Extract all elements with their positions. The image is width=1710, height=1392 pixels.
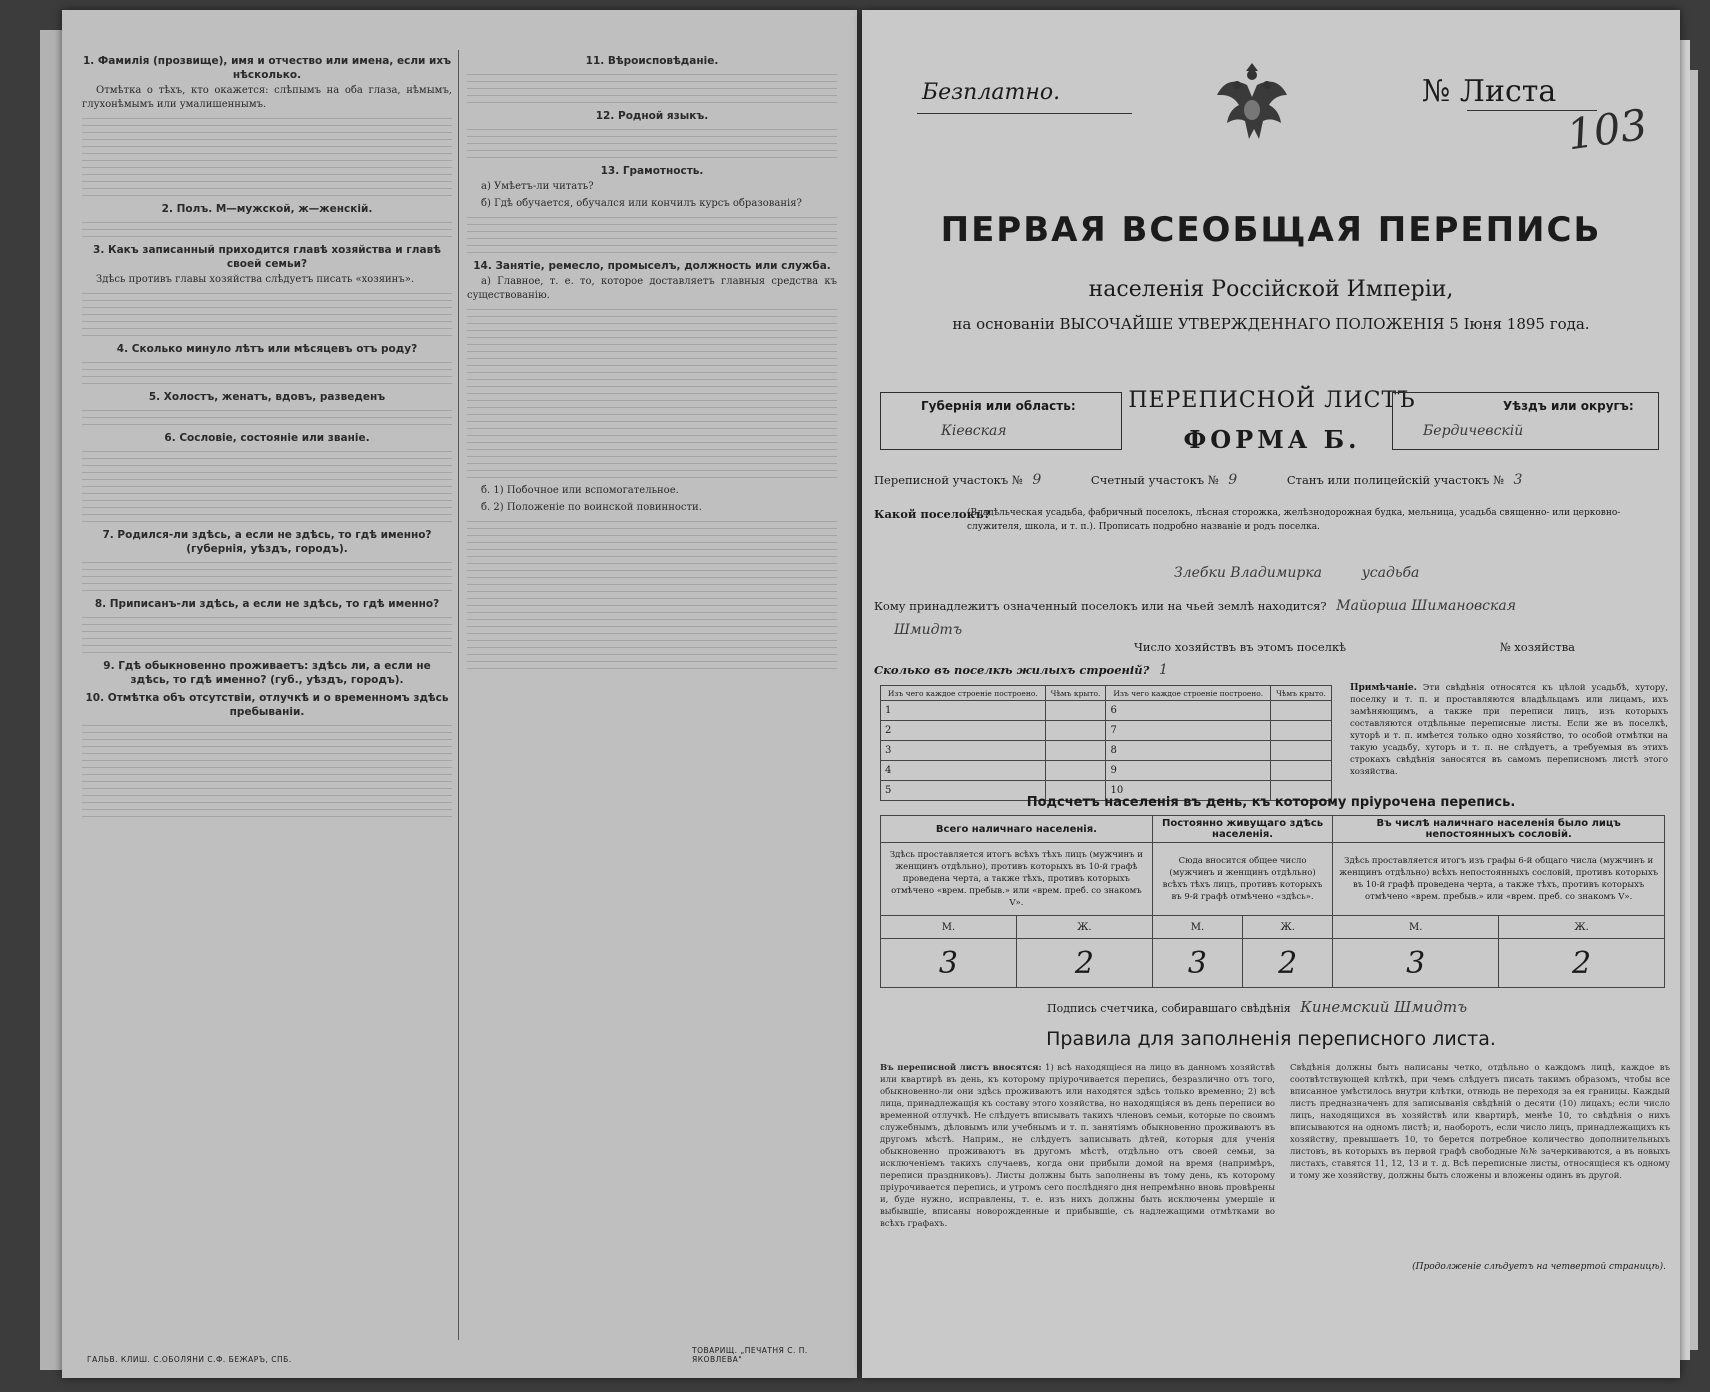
pop-count-value: 3	[1152, 939, 1242, 988]
table-row	[881, 701, 1332, 721]
sex-label: М.	[1333, 916, 1499, 939]
district-value: 9	[1032, 472, 1042, 488]
sex-label: Ж.	[1499, 916, 1665, 939]
section-5	[82, 390, 452, 425]
section-heading: 7. Родился-ли здѣсь, а если не здѣсь, то гдѣ именно? (губернія, уѣздъ, городъ).	[102, 529, 432, 555]
section-heading: 10. Отмѣтка объ отсутствіи, отлучкѣ и о временномъ здѣсь пребываніи.	[85, 692, 449, 718]
owner-value-2: Шмидтъ	[894, 622, 963, 638]
table-row	[881, 741, 1332, 761]
section-paragraph: б. 2) Положеніе по воинской повинности.	[481, 502, 702, 513]
table-row	[881, 916, 1665, 939]
section-4	[82, 342, 452, 384]
faded-text-block	[82, 451, 452, 522]
province-label: Губернія или область:	[921, 399, 1076, 413]
section-paragraph: а) Умѣетъ-ли читать?	[481, 181, 594, 192]
enumerator-signature: Кинемский Шмидтъ	[1300, 998, 1468, 1016]
free-label: Безплатно.	[922, 80, 1061, 105]
instructions-column-2	[467, 50, 837, 675]
faded-text-block	[82, 725, 452, 817]
settlement-value-2: усадьба	[1361, 565, 1420, 581]
section-1	[82, 54, 452, 196]
pop-count-value: 3	[1333, 939, 1499, 988]
sex-label: М.	[1152, 916, 1242, 939]
section-7	[82, 528, 452, 591]
faded-text-block	[82, 362, 452, 384]
pop-header: Въ числѣ наличнаго населенія было лицъ непостоянныхъ сословій.	[1333, 816, 1665, 843]
row-number: 8	[1106, 741, 1271, 761]
printer-footer: ТОВАРИЩ. „ПЕЧАТНЯ С. П. ЯКОВЛЕВА"	[692, 1346, 808, 1364]
continued-note: (Продолженіе слѣдуетъ на четвертой страницѣ).	[1412, 1262, 1666, 1272]
sheet-number-label: № Листа	[1422, 74, 1557, 109]
section-heading: 12. Родной языкъ.	[595, 110, 709, 122]
province-value: Кіевская	[941, 423, 1007, 439]
rules-column-left	[880, 1062, 1275, 1230]
sex-label: Ж.	[1243, 916, 1333, 939]
pop-count-value: 2	[1499, 939, 1665, 988]
section-heading: 13. Грамотность.	[600, 165, 704, 177]
owner-label: Кому принадлежитъ означенный поселокъ или на чьей землѣ находится?	[874, 599, 1327, 613]
pop-description: Здѣсь проставляется итогъ всѣхъ тѣхъ лицъ (мужчинъ и женщинъ отдѣльно), противъ которыхъ въ 10-й графѣ проведена черта, а также тѣхъ, противъ которыхъ отмѣчено «врем. пребыв.» или «врем. преб. со знакомъ V».	[881, 843, 1153, 916]
faded-text-block	[467, 74, 837, 103]
sex-label: М.	[881, 916, 1017, 939]
section-2	[82, 202, 452, 237]
double-headed-eagle-icon	[1207, 55, 1297, 155]
section-heading: 14. Занятіе, ремесло, промыселъ, должность или служба.	[473, 260, 831, 272]
precinct-label: Станъ или полицейскій участокъ №	[1286, 473, 1504, 487]
settlement-hint: (Владѣльческая усадьба, фабричный поселокъ, лѣсная сторожка, желѣзнодорожная будка, мельница, усадьба священно- или церковно-служителя, школа, и т. п.). Прописать подробно названіе и родъ поселка.	[967, 508, 1621, 532]
owner-line	[874, 598, 1669, 614]
row-number: 10	[1106, 781, 1271, 801]
section-paragraph: б. 1) Побочное или вспомогательное.	[481, 485, 679, 496]
faded-text-block	[82, 617, 452, 653]
section-9	[82, 659, 452, 817]
note-heading: Примѣчаніе.	[1350, 683, 1417, 693]
district-label: Переписной участокъ №	[874, 473, 1023, 487]
instructions-column-1	[82, 50, 452, 823]
section-paragraph: Здѣсь противъ главы хозяйства слѣдуетъ писать «хозяинъ».	[96, 274, 415, 285]
note-text: Эти свѣдѣнія относятся къ цѣлой усадьбѣ, хутору, поселку и т. п. и проставляются владѣльцамъ или лицамъ, ихъ замѣняющимъ, а также при переписи лицъ, изъ которыхъ составляются отдѣльные переписные листы. Если же въ поселкѣ, хуторѣ и т. п. имѣется только одно хозяйство, то особой отмѣтки на такую усадьбу, хуторъ и т. п. не слѣдуетъ, а требуемыя въ этихъ строкахъ свѣдѣнія заносятся въ самомъ переписномъ листѣ этого хозяйства.	[1350, 683, 1668, 777]
faded-text-block	[82, 562, 452, 591]
paper-stack-edge	[1690, 70, 1698, 1350]
section-paragraph: б) Гдѣ обучается, обучался или кончилъ курсъ образованія?	[481, 198, 802, 209]
dwellings-header: Изъ чего каждое строеніе построено.	[881, 686, 1046, 701]
population-count-table	[880, 815, 1665, 988]
section-13	[467, 164, 837, 253]
dwellings-value: 1	[1159, 662, 1168, 678]
count-district-label: Счетный участокъ №	[1090, 473, 1219, 487]
population-count-title: Подсчетъ населенія въ день, къ которому пріурочена перепись.	[1026, 795, 1516, 810]
section-heading: 8. Приписанъ-ли здѣсь, а если не здѣсь, то гдѣ именно?	[94, 598, 440, 610]
dwellings-header: Чѣмъ крыто.	[1271, 686, 1332, 701]
section-heading: 3. Какъ записанный приходится главѣ хозяйства и главѣ своей семьи?	[93, 244, 441, 270]
row-number: 9	[1106, 761, 1271, 781]
rules-text: Свѣдѣнія должны быть написаны четко, отдѣльно о каждомъ лицѣ, каждое въ соотвѣтствующей клѣткѣ, при чемъ слѣдуетъ писать такимъ образомъ, чтобы все вписанное умѣстилось внутри клѣтки, отнюдь не переходя за ея границы. Каждый листъ предназначенъ для записыванія свѣдѣній о десяти (10) лицахъ; если число лицъ, находящихся въ хозяйствѣ или квартирѣ, менѣе 10, то свѣдѣнія о нихъ вписываются на одномъ листѣ; и, наоборотъ, если число лицъ, принадлежащихъ къ хозяйству, превышаетъ 10, то берется потребное количество дополнительныхъ листовъ, въ которыхъ въ первой графѣ свободные №№ зачеркиваются, а въ новыхъ листахъ, ставятся 11, 12, 13 и т. д. Всѣ переписные листы, относящіеся къ одному и тому же хозяйству, должны быть сложены и вложены одинъ въ другой.	[1290, 1063, 1670, 1181]
dwellings-label: Сколько въ поселкѣ жилыхъ строеній?	[874, 663, 1150, 677]
rules-column-right	[1290, 1062, 1670, 1182]
section-heading: 2. Полъ. М—мужской, ж—женскій.	[161, 203, 373, 215]
faded-text-block	[82, 222, 452, 237]
section-heading: 5. Холостъ, женатъ, вдовъ, разведенъ	[148, 391, 386, 403]
households-label: Число хозяйствъ въ этомъ поселкѣ	[1134, 640, 1347, 654]
table-header-row	[881, 686, 1332, 701]
district-line	[874, 472, 1669, 488]
section-heading: 1. Фамилія (прозвище), имя и отчество или имена, если ихъ нѣсколько.	[82, 55, 452, 81]
section-paragraph: а) Главное, т. е. то, которое доставляетъ главныя средства къ существованію.	[467, 276, 837, 301]
section-6	[82, 431, 452, 522]
dwellings-header: Изъ чего каждое строеніе построено.	[1106, 686, 1271, 701]
table-row	[881, 843, 1665, 916]
census-subtitle: населенія Россійской Имперіи,	[1088, 277, 1454, 302]
left-page	[62, 10, 857, 1378]
enumerator-signature-line	[1047, 998, 1467, 1016]
dwellings-line	[874, 662, 1669, 678]
households-line	[874, 640, 1669, 654]
right-page	[862, 10, 1680, 1378]
census-title: ПЕРВАЯ ВСЕОБЩАЯ ПЕРЕПИСЬ	[940, 210, 1602, 250]
table-row	[881, 721, 1332, 741]
settlement-value-line	[874, 565, 1669, 581]
enumerator-label: Подпись счетчика, собиравшаго свѣдѣнія	[1047, 1002, 1291, 1015]
form-title: ПЕРЕПИСНОЙ ЛИСТЪ	[1128, 388, 1416, 413]
pop-header: Всего наличнаго населенія.	[881, 816, 1153, 843]
section-heading: 4. Сколько минуло лѣтъ или мѣсяцевъ отъ роду?	[116, 343, 418, 355]
handwritten-sheet-number: 103	[1563, 99, 1651, 160]
pop-count-value: 3	[881, 939, 1017, 988]
faded-text-block	[467, 521, 837, 669]
faded-text-block	[82, 410, 452, 425]
uezd-value: Бердичевскій	[1423, 423, 1524, 439]
pop-description: Здѣсь проставляется итогъ изъ графы 6-й общаго числа (мужчинъ и женщинъ отдѣльно) всѣхъ непостоянныхъ сословій, противъ которыхъ въ 10-й графѣ проведена черта, а также тѣхъ, противъ которыхъ отмѣчено «врем. пребыв.» или «врем. преб. со знакомъ V».	[1333, 843, 1665, 916]
table-header-row	[881, 816, 1665, 843]
row-number: 3	[881, 741, 1046, 761]
section-paragraph: Отмѣтка о тѣхъ, кто окажется: слѣпымъ на оба глаза, нѣмымъ, глухонѣмымъ или умалишеннымъ.	[82, 85, 452, 110]
pop-count-value: 2	[1243, 939, 1333, 988]
owner-value: Майорша Шимановская	[1336, 598, 1516, 614]
section-11	[467, 54, 837, 103]
faded-text-block	[467, 217, 837, 253]
form-b-title: ФОРМА Б.	[1183, 425, 1361, 454]
dwellings-header: Чѣмъ крыто.	[1045, 686, 1106, 701]
sex-label: Ж.	[1016, 916, 1152, 939]
section-heading: 9. Гдѣ обыкновенно проживаетъ: здѣсь ли, а если не здѣсь, то гдѣ именно? (губ., уѣздъ, городъ).	[103, 660, 431, 686]
uezd-box	[1392, 392, 1659, 450]
table-row	[881, 761, 1332, 781]
pop-count-value: 2	[1016, 939, 1152, 988]
owner-line-2	[874, 622, 1669, 638]
pop-description: Сюда вносится общее число (мужчинъ и женщинъ отдѣльно) всѣхъ тѣхъ лицъ, противъ которыхъ въ 9-й графѣ отмѣчено «здѣсь».	[1152, 843, 1333, 916]
pop-header: Постоянно живущаго здѣсь населенія.	[1152, 816, 1333, 843]
faded-text-block	[467, 309, 837, 478]
column-divider	[458, 50, 459, 1340]
row-number: 6	[1106, 701, 1271, 721]
section-12	[467, 109, 837, 158]
row-number: 7	[1106, 721, 1271, 741]
faded-text-block	[82, 118, 452, 196]
paper-stack-edge	[1680, 40, 1690, 1360]
count-district-value: 9	[1228, 472, 1238, 488]
settlement-label: Какой поселокъ?	[874, 507, 991, 521]
row-number: 2	[881, 721, 1046, 741]
row-number: 4	[881, 761, 1046, 781]
section-3	[82, 243, 452, 336]
settlement-value: Злебки Владимирка	[1174, 565, 1323, 581]
faded-text-block	[82, 293, 452, 336]
section-heading: 11. Вѣроисповѣданіе.	[585, 55, 719, 67]
section-heading: 6. Сословіе, состояніе или званіе.	[164, 432, 370, 444]
rules-lead: Въ переписной листъ вносятся:	[880, 1063, 1042, 1073]
paper-stack-edge	[40, 30, 62, 1370]
row-number: 1	[881, 701, 1046, 721]
precinct-value: 3	[1513, 472, 1523, 488]
dwellings-table	[880, 685, 1332, 801]
rules-text: 1) всѣ находящіеся на лицо въ данномъ хозяйствѣ или квартирѣ въ день, къ которому пріурочивается перепись, безразлично отъ того, обыкновенно-ли они здѣсь проживаютъ или находятся здѣсь только временно; 2) всѣ лица, принадлежащія къ составу этого хозяйства, но находящіяся въ день переписи во временной отлучкѣ. Не слѣдуетъ вписывать такихъ членовъ семьи, которые по своимъ служебнымъ, дѣловымъ или учебнымъ и т. п. занятіямъ обыкновенно проживаютъ въ другомъ мѣстѣ. Наприм., не слѣдуетъ записывать дѣтей, которыя для ученія обыкновенно проживаютъ въ другомъ мѣстѣ, отдѣльно отъ своей семьи, за исключеніемъ такихъ случаевъ, когда они прибыли домой на время (напримѣръ, переписи праздниковъ). Листы должны быть заполнены въ тому день, къ которому пріурочивается перепись, и утромъ сего послѣдняго дня непремѣнно вновь провѣрены и, буде нужно, исправлены, т. е. изъ нихъ должны быть исключены умершіе и выбывшіе, вписаны новорожденные и прибывшіе, съ надлежащими отмѣтками во всѣхъ графахъ.	[880, 1063, 1275, 1229]
rules-title: Правила для заполненія переписного листа.	[1046, 1028, 1496, 1050]
census-basis: на основаніи ВЫСОЧАЙШЕ УТВЕРЖДЕННАГО ПОЛОЖЕНІЯ 5 Іюня 1895 года.	[952, 315, 1590, 333]
section-14	[467, 259, 837, 478]
underline	[917, 113, 1132, 114]
section-14-b	[467, 484, 837, 669]
table-row	[881, 939, 1665, 988]
uezd-label: Уѣздъ или округъ:	[1503, 399, 1634, 413]
row-number: 5	[881, 781, 1046, 801]
faded-text-block	[467, 129, 837, 158]
note-block	[1350, 682, 1668, 778]
section-8	[82, 597, 452, 653]
printer-footer: ГАЛЬВ. КЛИШ. С.ОБОЛЯНИ С.Ф. БЕЖАРЪ, СПБ.	[87, 1355, 292, 1364]
household-number-label: № хозяйства	[1499, 640, 1576, 654]
